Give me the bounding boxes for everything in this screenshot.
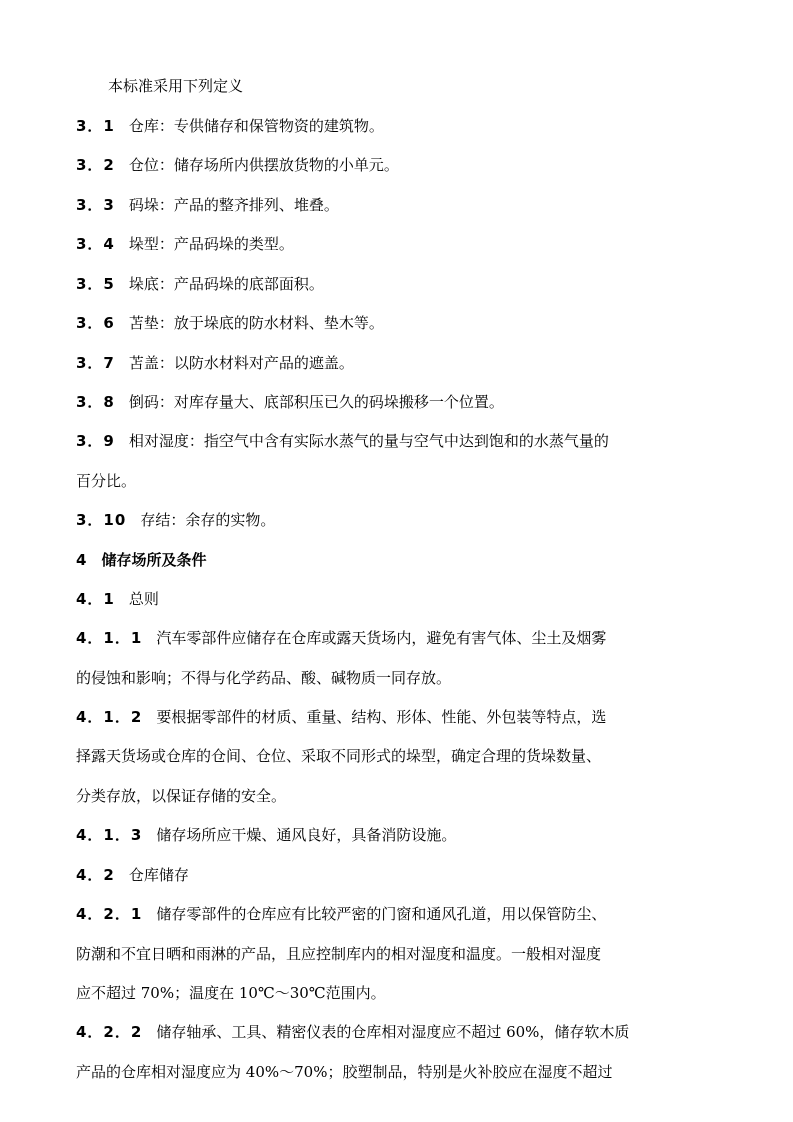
definition-3-4 <box>76 225 716 264</box>
clause-number: 4．2 <box>76 866 115 884</box>
clause-number: 4．1 <box>76 590 115 608</box>
clause-number: 4．2．2 <box>76 1023 143 1041</box>
clause-text: 苫盖：以防水材料对产品的遮盖。 <box>128 354 354 372</box>
clause-text: 码垛：产品的整齐排列、堆叠。 <box>128 196 339 214</box>
definition-3-6 <box>76 304 716 343</box>
clause-4-1-2 <box>76 698 716 737</box>
definition-3-9-continuation: 百分比。 <box>76 472 137 490</box>
clause-4-2-2 <box>76 1013 716 1052</box>
clause-text: 苫垫：放于垛底的防水材料、垫木等。 <box>128 314 384 332</box>
clause-title: 总则 <box>128 590 159 608</box>
definition-3-3 <box>76 186 716 225</box>
clause-text: 倒码：对库存量大、底部积压已久的码垛搬移一个位置。 <box>128 393 504 411</box>
clause-4-1-3 <box>76 816 716 855</box>
clause-number: 3．4 <box>76 235 115 253</box>
definition-3-10 <box>76 501 716 540</box>
clause-text: 储存场所应干燥、通风良好，具备消防设施。 <box>156 826 457 844</box>
section-number: 4 <box>76 551 88 569</box>
clause-4-1-1 <box>76 619 716 658</box>
intro-text: 本标准采用下列定义 <box>108 77 244 95</box>
definition-3-1 <box>76 107 716 146</box>
clause-number: 3．3 <box>76 196 115 214</box>
clause-text: 汽车零部件应储存在仓库或露天货场内，避免有害气体、尘土及烟雾 <box>156 629 607 647</box>
clause-text: 储存零部件的仓库应有比较严密的门窗和通风孔道，用以保管防尘、 <box>156 905 607 923</box>
clause-4-2-1-continuation-2: 应不超过 70%；温度在 10℃～30℃范围内。 <box>76 984 386 1002</box>
clause-number: 3．10 <box>76 511 127 529</box>
definition-3-8 <box>76 383 716 422</box>
clause-text: 要根据零部件的材质、重量、结构、形体、性能、外包装等特点，选 <box>156 708 607 726</box>
clause-4-1-2-continuation-2: 分类存放，以保证存储的安全。 <box>76 787 287 805</box>
clause-text: 仓位：储存场所内供摆放货物的小单元。 <box>128 156 399 174</box>
clause-number: 3．1 <box>76 117 115 135</box>
clause-number: 3．6 <box>76 314 115 332</box>
clause-number: 3．7 <box>76 354 115 372</box>
clause-4-1-2-continuation-1: 择露天货场或仓库的仓间、仓位、采取不同形式的垛型，确定合理的货垛数量、 <box>76 747 602 765</box>
definition-3-9 <box>76 422 716 461</box>
clause-number: 4．1．1 <box>76 629 143 647</box>
clause-text: 仓库：专供储存和保管物资的建筑物。 <box>128 117 384 135</box>
clause-title: 仓库储存 <box>128 866 189 884</box>
clause-4-1-1-continuation: 的侵蚀和影响；不得与化学药品、酸、碱物质一同存放。 <box>76 669 452 687</box>
clause-number: 4．2．1 <box>76 905 143 923</box>
clause-4-2-2-continuation: 产品的仓库相对湿度应为 40%～70%；胶塑制品，特别是火补胶应在湿度不超过 <box>76 1063 613 1081</box>
section-title: 储存场所及条件 <box>101 551 207 569</box>
clause-text: 垛型：产品码垛的类型。 <box>128 235 294 253</box>
clause-number: 3．5 <box>76 275 115 293</box>
clause-text: 垛底：产品码垛的底部面积。 <box>128 275 324 293</box>
clause-text: 存结：余存的实物。 <box>140 511 276 529</box>
section-4-1-heading <box>76 580 716 619</box>
clause-number: 4．1．3 <box>76 826 143 844</box>
clause-number: 4．1．2 <box>76 708 143 726</box>
section-4-2-heading <box>76 856 716 895</box>
definition-3-2 <box>76 146 716 185</box>
clause-text: 储存轴承、工具、精密仪表的仓库相对湿度应不超过 60%，储存软木质 <box>156 1023 630 1041</box>
clause-4-2-1-continuation-1: 防潮和不宜日晒和雨淋的产品，且应控制库内的相对湿度和温度。一般相对湿度 <box>76 945 602 963</box>
section-4-heading <box>76 541 716 580</box>
clause-number: 3．2 <box>76 156 115 174</box>
clause-number: 3．8 <box>76 393 115 411</box>
clause-text: 相对湿度：指空气中含有实际水蒸气的量与空气中达到饱和的水蒸气量的 <box>128 432 609 450</box>
definition-3-7 <box>76 344 716 383</box>
definition-3-5 <box>76 265 716 304</box>
clause-4-2-1 <box>76 895 716 934</box>
clause-number: 3．9 <box>76 432 115 450</box>
